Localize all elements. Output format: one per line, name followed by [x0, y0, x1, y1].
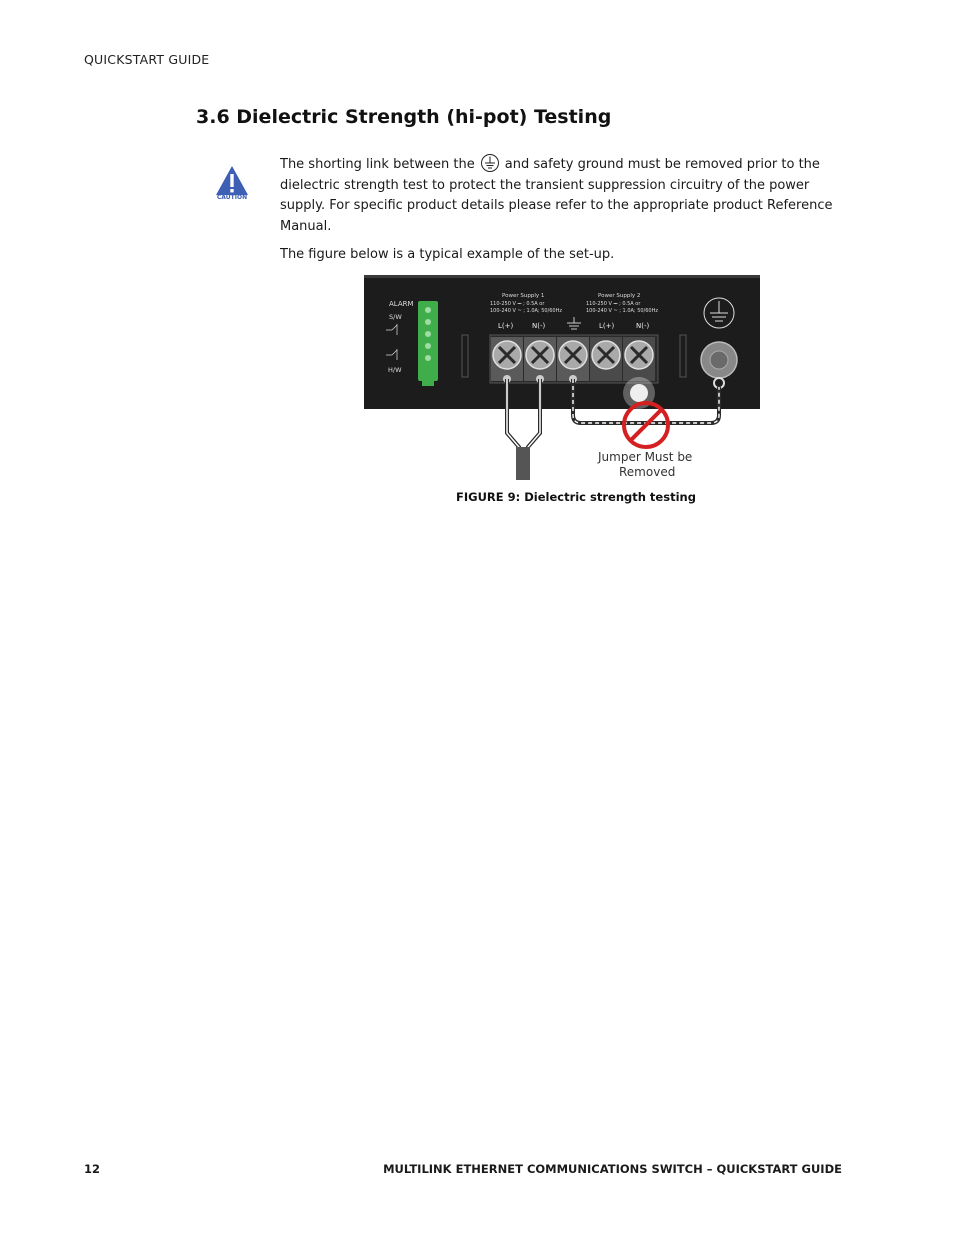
paragraph-figure-intro: The figure below is a typical example of the set-up.: [280, 247, 615, 262]
terminal-label-l2: L(+): [599, 322, 615, 330]
ps2-line1: 110-250 V ⎓ ; 0.5A or: [586, 301, 641, 307]
running-header: QUICKSTART GUIDE: [84, 52, 210, 67]
terminal-label-n1: N(-): [532, 322, 546, 330]
jumper-note-line2: Removed: [619, 465, 676, 479]
protective-ground-icon: [479, 153, 501, 173]
section-title: 3.6 Dielectric Strength (hi-pot) Testing: [196, 106, 612, 128]
terminal-block-diagram: [364, 275, 760, 480]
hw-label: H/W: [388, 366, 402, 374]
caution-triangle-icon: [213, 164, 251, 196]
body-text: [280, 153, 840, 266]
caution-badge: [213, 164, 251, 206]
para1-start: The shorting link between the: [280, 157, 475, 172]
jumper-note-line1: Jumper Must be: [598, 450, 693, 464]
alarm-connector: [418, 301, 438, 386]
ps2-title: Power Supply 2: [598, 293, 641, 299]
paragraph-shorting-link: [280, 153, 840, 237]
terminal-label-n2: N(-): [636, 322, 650, 330]
ps2-line2: 100-240 V ~ ; 1.0A; 50/60Hz: [586, 308, 658, 314]
terminal-label-l1: L(+): [498, 322, 514, 330]
ps1-line1: 110-250 V ⎓ ; 0.5A or: [490, 301, 545, 307]
alarm-label: ALARM: [389, 300, 414, 308]
ps1-title: Power Supply 1: [502, 293, 545, 299]
figure-caption: FIGURE 9: Dielectric strength testing: [456, 490, 696, 504]
para1-rest: and safety ground must be removed prior to the dielectric strength test to protect the transient suppression circuitry of the power supply. For specific product details please refer to the appropriate product Reference Manual.: [280, 157, 833, 234]
sw-label: S/W: [389, 313, 402, 321]
terminal-screws: [491, 337, 655, 383]
dielectric-figure: [364, 275, 760, 480]
ps1-line2: 100-240 V ~ ; 1.0A; 50/60Hz: [490, 308, 562, 314]
caution-label: CAUTION: [216, 194, 248, 201]
footer-doc-title: MULTILINK ETHERNET COMMUNICATIONS SWITCH – QUICKSTART GUIDE: [383, 1162, 842, 1176]
page-number: 12: [84, 1162, 101, 1176]
